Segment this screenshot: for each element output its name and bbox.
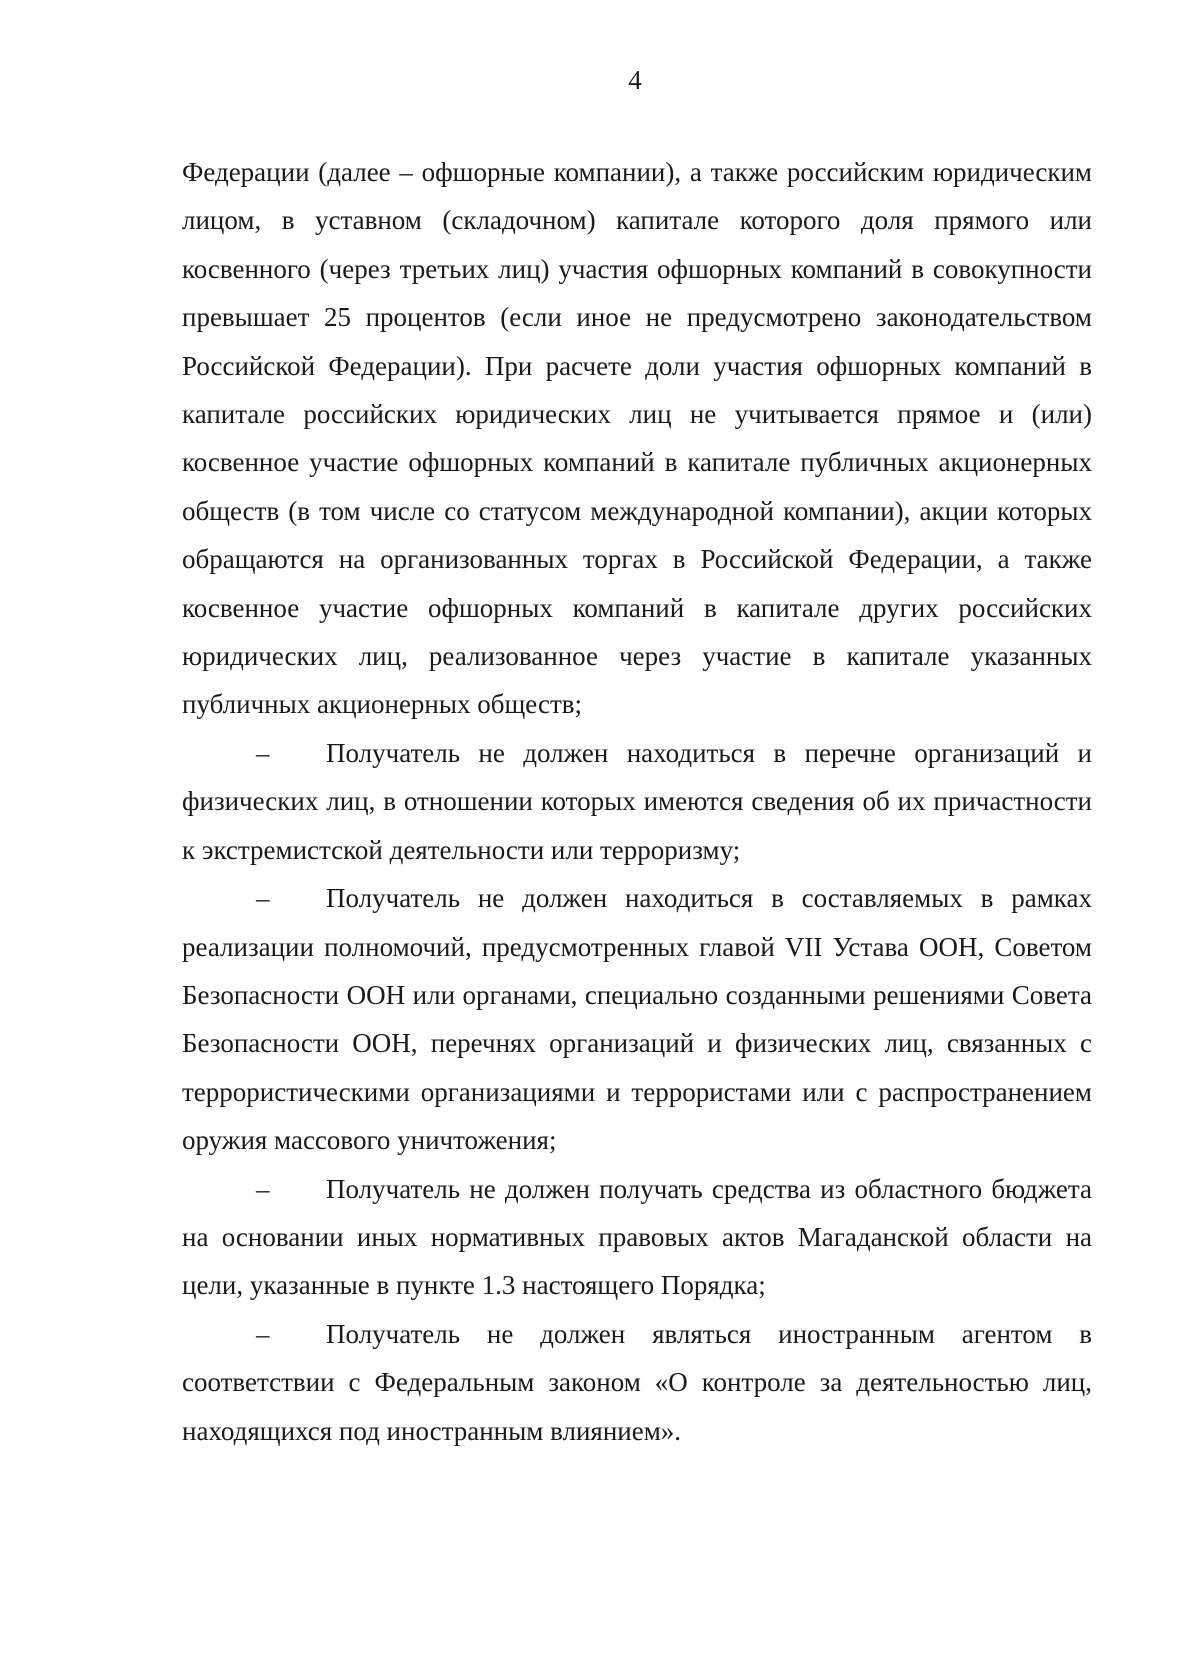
list-item-text: Получатель не должен находиться в перечне организаций и физических лиц, в отношении которых имеются сведения об их причастности к экстремистской деятельности или терроризму; xyxy=(182,737,1092,865)
paragraph-offshore-companies xyxy=(182,148,1092,729)
list-item-un-sanctions xyxy=(182,874,1092,1164)
list-item-extremism xyxy=(182,729,1092,874)
list-dash: – xyxy=(256,1318,270,1349)
list-dash: – xyxy=(256,1173,270,1204)
list-item-text: Получатель не должен получать средства из областного бюджета на основании иных нормативных правовых актов Магаданской области на цели, указанные в пункте 1.3 настоящего Порядка; xyxy=(182,1173,1092,1301)
list-item-regional-budget xyxy=(182,1165,1092,1310)
document-body xyxy=(182,148,1092,1455)
list-item-foreign-agent xyxy=(182,1310,1092,1455)
paragraph-text: Федерации (далее – офшорные компании), а также российским юридическим лицом, в уставном (складочном) капитале которого доля прямого или косвенного (через третьих лиц) участия офшорных компаний в совокупности превышает 25 процентов (если иное не предусмотрено законодательством Российской Федерации). При расчете доли участия офшорных компаний в капитале российских юридических лиц не учитывается прямое и (или) косвенное участие офшорных компаний в капитале публичных акционерных обществ (в том числе со статусом международной компании), акции которых обращаются на организованных торгах в Российской Федерации, а также косвенное участие офшорных компаний в капитале других российских юридических лиц, реализованное через участие в капитале указанных публичных акционерных обществ; xyxy=(182,157,1092,720)
list-dash: – xyxy=(256,737,270,768)
list-item-text: Получатель не должен являться иностранным агентом в соответствии с Федеральным законом «О контроле за деятельностью лиц, находящихся под иностранным влиянием». xyxy=(182,1318,1092,1446)
list-dash: – xyxy=(256,883,270,914)
list-item-text: Получатель не должен находиться в составляемых в рамках реализации полномочий, предусмотренных главой VII Устава ООН, Советом Безопасности ООН или органами, специально созданными решениями Совета Безопасности ООН, перечнях организаций и физических лиц, связанных с террористическими организациями и террористами или с распространением оружия массового уничтожения; xyxy=(182,883,1092,1156)
page-number: 4 xyxy=(628,65,642,95)
